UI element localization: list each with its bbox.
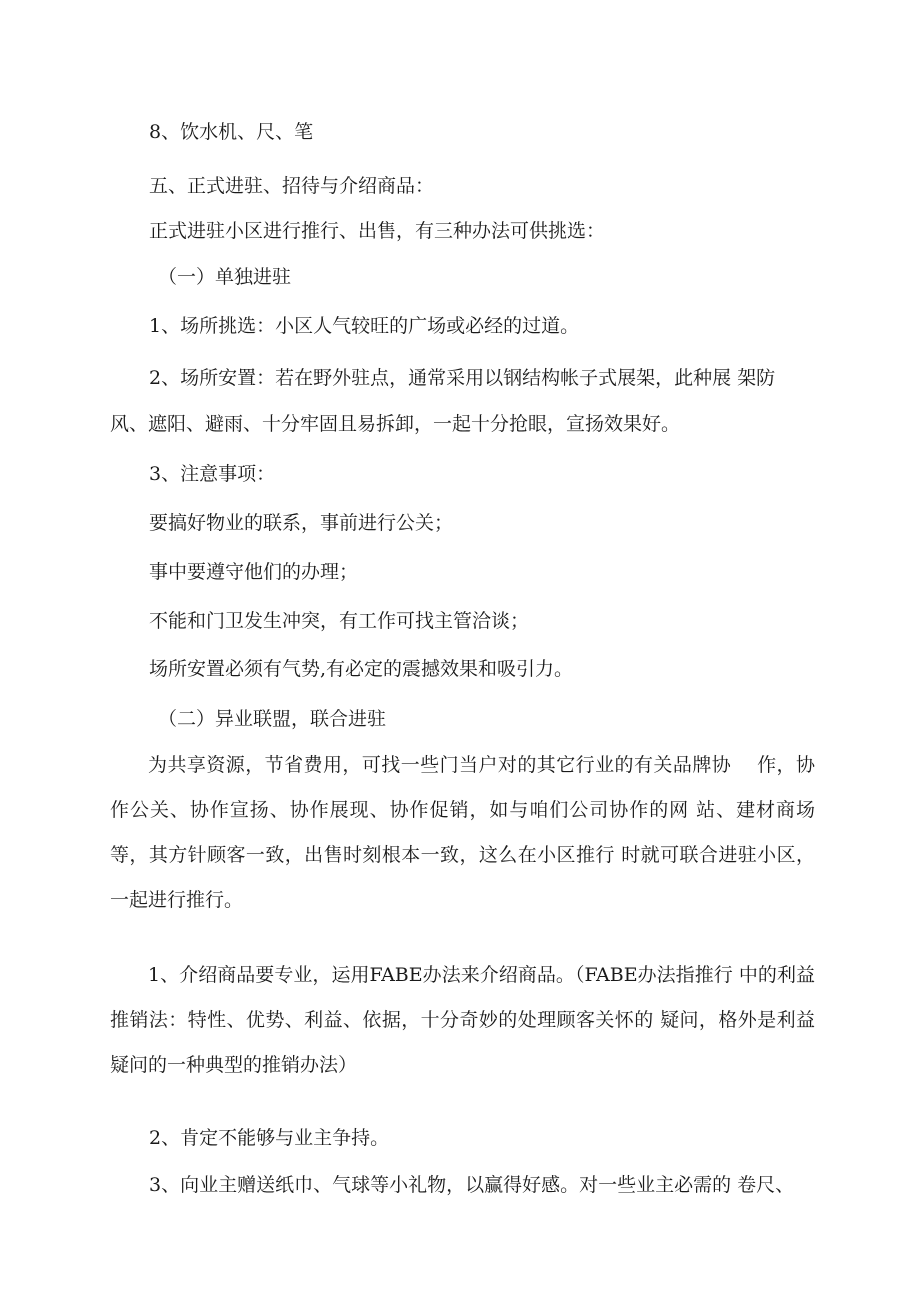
- item-small-gifts: 3、向业主赠送纸巾、气球等小礼物，以赢得好感。对一些业主必需的 卷尺、: [149, 1174, 795, 1196]
- intro-line: 正式进驻小区进行推行、出售，有三种办法可供挑选：: [149, 220, 606, 242]
- item-precautions: 3、注意事项：: [149, 463, 276, 485]
- fabe-paragraph: 1、介绍商品要专业，运用FABE办法来介绍商品。（FABE办法指推行 中的利益推销法：特性、优势、利益、依据，十分奇妙的处理顾客关怀的 疑问，格外是利益疑问的一种典型的推销办法）: [110, 964, 815, 1076]
- item-no-arguing: 2、肯定不能够与业主争持。: [149, 1127, 390, 1149]
- precaution-line: 不能和门卫发生冲突，有工作可找主管洽谈；: [149, 610, 530, 632]
- precaution-line: 要搞好物业的联系，事前进行公关；: [149, 512, 454, 534]
- subheading-alliance-entry: （二）异业联盟，联合进驻: [158, 708, 387, 730]
- item-site-setup: 2、场所安置：若在野外驻点，通常采用以钢结构帐子式展架，此种展 架防: [149, 367, 776, 389]
- item-site-selection: 1、场所挑选：小区人气较旺的广场或必经的过道。: [149, 315, 580, 337]
- item-site-setup-continued: 风、遮阳、避雨、十分牢固且易拆卸，一起十分抢眼，宣扬效果好。: [110, 413, 681, 435]
- precaution-line: 事中要遵守他们的办理；: [149, 561, 359, 583]
- subheading-single-entry: （一）单独进驻: [158, 266, 292, 288]
- alliance-paragraph: 为共享资源，节省费用，可找一些门当户对的其它行业的有关品牌协 作，协作公关、协作宣扬、协作展现、协作促销，如与咱们公司协作的网 站、建材商场等，其方针顾客一致，出售时刻根本一致，这么在小区推行 时就可联合进驻小区，一起进行推行。: [110, 754, 815, 911]
- precaution-line: 场所安置必须有气势,有必定的震撼效果和吸引力。: [149, 658, 574, 680]
- list-item-water-dispenser: 8、饮水机、尺、笔: [149, 121, 314, 143]
- section-heading-entry: 五、正式进驻、招待与介绍商品：: [149, 175, 435, 197]
